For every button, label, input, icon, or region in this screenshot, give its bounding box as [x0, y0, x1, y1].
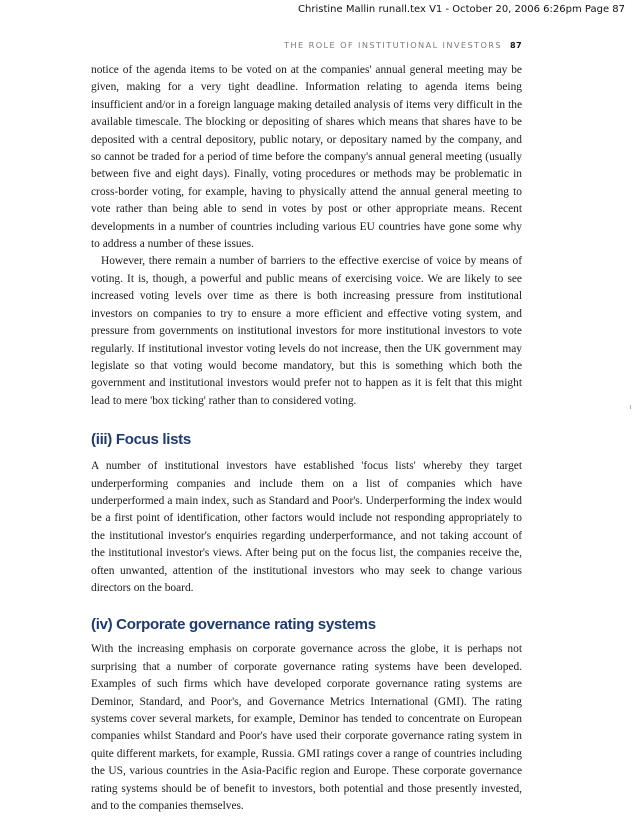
proof-header: Christine Mallin runall.tex V1 - October 20, 2006 6:26pm Page 87 — [298, 4, 625, 15]
body-paragraph-2: However, there remain a number of barriers to the effective exercise of voice by means of voting. It is, though, a powerful and public means of exercising voice. We are likely to see increased voting levels over time as there is both increasing pressure from institutional investors on companies to try to ensure a more efficient and effective voting system, and pressure from governments on institutional investors for more institutional investors to vote regularly. If institutional investor voting levels do not increase, then the UK government may legislate so that voting would become mandatory, but this is something which both the government and institutional investors would prefer not to happen as it is felt that this might lead to mere 'box ticking' rather than to considered voting. — [91, 255, 522, 407]
body-paragraph-1: notice of the agenda items to be voted on at the companies' annual general meeting may be given, making for a very tight deadline. Information relating to agenda items being insufficient and/or in a foreign language making detailed analysis of items very difficult in the available timescale. The blocking or depositing of shares which means that shares have to be deposited with a central depository, public notary, or depositary named by the company, and so cannot be traded for a period of time before the company's annual general meeting (usually between five and eight days). Finally, voting procedures or methods may be problematic in cross-border voting, for example, having to physically attend the annual general meeting to vote rather than being able to send in votes by post or other appropriate means. Recent developments in a number of countries including various EU countries have gone some why to address a number of these issues. — [91, 64, 522, 251]
body-paragraph-4: With the increasing emphasis on corporate governance across the globe, it is perhaps not surprising that a number of corporate governance rating systems have been developed. Examples of such firms which have developed corporate governance rating systems are Deminor, Standard, and Poor's, and Governance Metrics International (GMI). The rating systems cover several markets, for example, Deminor has tended to concentrate on European companies whilst Standard and Poor's have used their corporate governance rating system in quite different markets, for example, Russia. GMI ratings cover a range of countries including the US, various countries in the Asia-Pacific region and Europe. These corporate governance rating systems should be of benefit to investors, both potential and those presently invested, and to the companies themselves. — [91, 643, 522, 813]
margin-mark — [630, 405, 631, 409]
body-paragraph-3: A number of institutional investors have established 'focus lists' whereby they target underperforming companies and include them on a list of companies which have underperformed a main index, such as Standard and Poor's. Underperforming the index would be a first point of identification, other factors would include not responding appropriately to the institutional investor's enquiries regarding underperformance, and not taking account of the institutional investor's views. After being put on the focus list, the companies receive the, often unwanted, attention of the institutional investors who may seek to change various directors on the board. — [91, 460, 522, 594]
page-body — [91, 62, 522, 815]
section-heading-rating-systems: (iv) Corporate governance rating systems — [91, 616, 376, 634]
running-head-title: THE ROLE OF INSTITUTIONAL INVESTORS — [284, 40, 502, 50]
page-number: 87 — [510, 40, 522, 50]
running-head — [0, 40, 522, 50]
section-heading-focus-lists: (iii) Focus lists — [91, 431, 191, 449]
